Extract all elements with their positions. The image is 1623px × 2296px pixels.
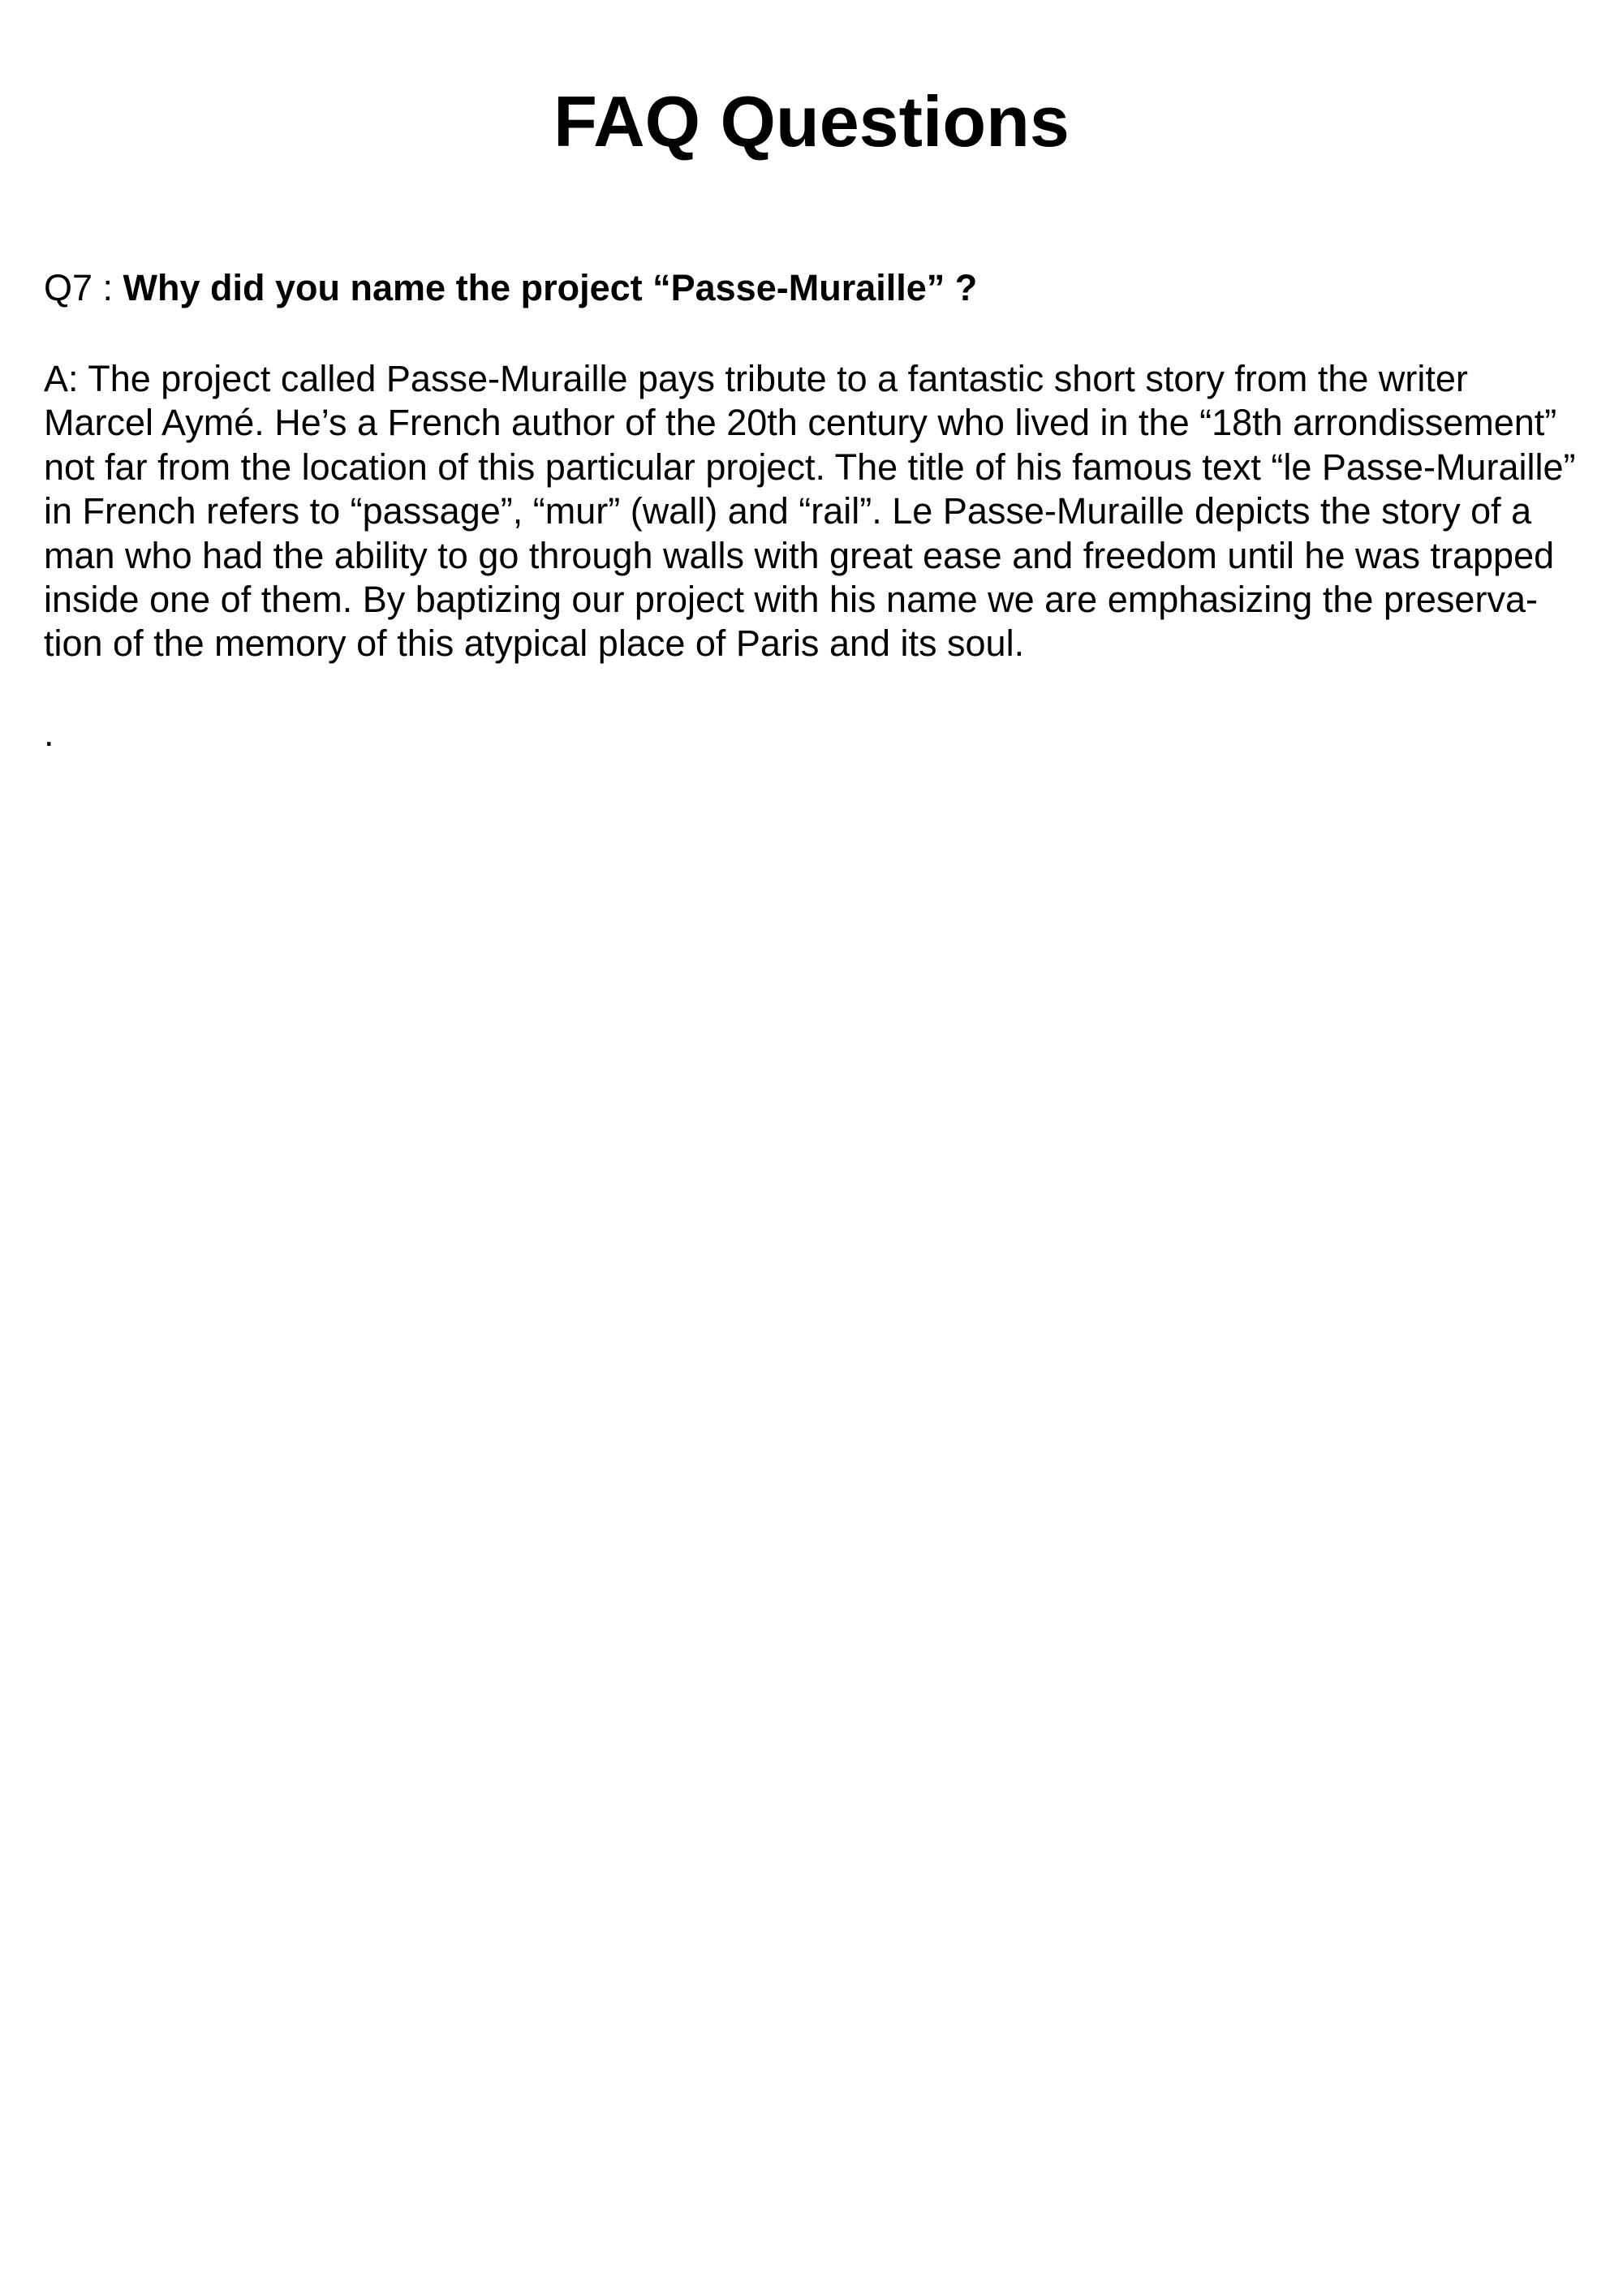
answer-line: Marcel Aymé. He’s a French author of the 20th century who lived in the “18th arrondissement” [44,402,1557,444]
answer-line: inside one of them. By baptizing our project with his name we are emphasizing the preserva- [44,579,1538,621]
faq-question [44,266,1586,310]
page-title: FAQ Questions [553,81,1070,162]
trailing-mark: . [44,713,54,754]
question-number: Q7 : [44,267,123,308]
faq-answer [44,357,1602,666]
answer-line: man who had the ability to go through walls with great ease and freedom until he was trapped [44,534,1555,576]
answer-line: A: The project called Passe-Muraille pays tribute to a fantastic short story from the writer [44,358,1468,399]
answer-line: not far from the location of this particular project. The title of his famous text “le Passe-Muraille” [44,446,1576,488]
answer-line: in French refers to “passage”, “mur” (wall) and “rail”. Le Passe-Muraille depicts the story of a [44,490,1532,532]
question-text: Why did you name the project “Passe-Muraille” ? [123,267,978,308]
answer-line: tion of the memory of this atypical place of Paris and its soul. [44,622,1025,665]
